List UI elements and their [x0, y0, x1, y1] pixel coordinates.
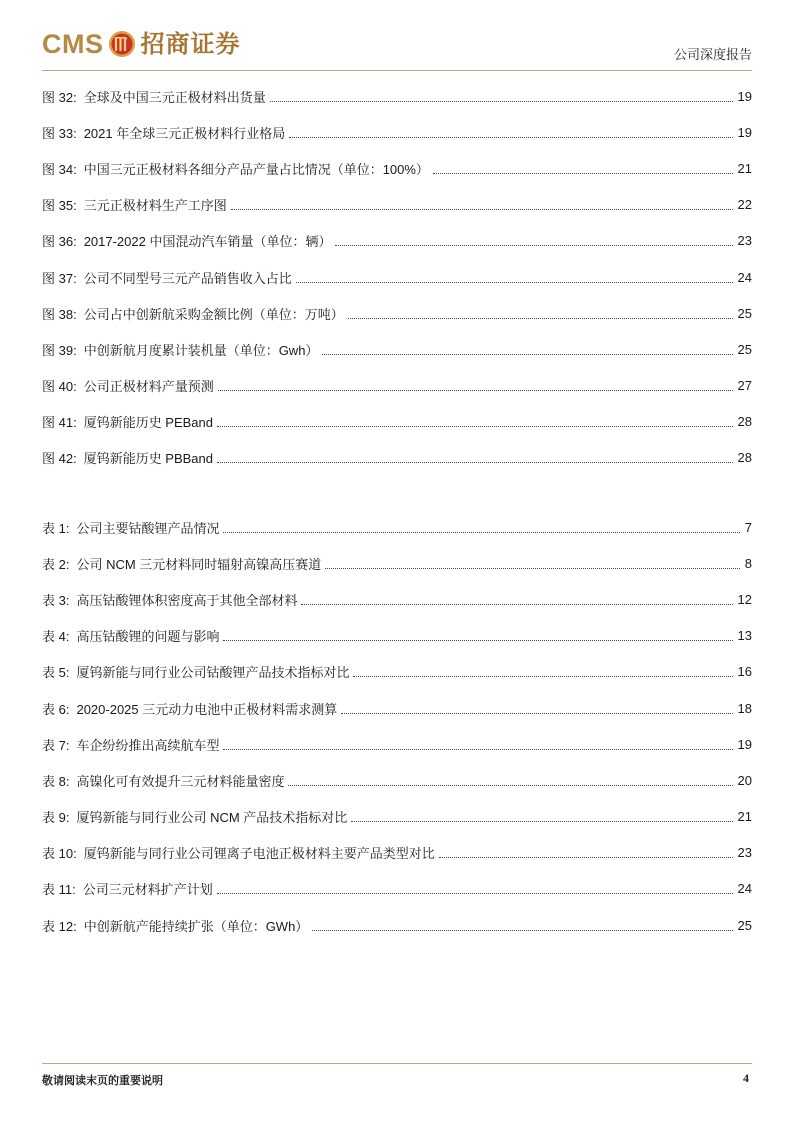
entry-label: 图 33:: [42, 125, 77, 141]
table-toc-entry[interactable]: [42, 762, 752, 798]
entry-label: 图 40:: [42, 379, 77, 395]
header-divider: [42, 70, 752, 71]
dot-leader: [325, 568, 739, 569]
dot-leader: [439, 857, 733, 858]
entry-label: 图 35:: [42, 198, 77, 214]
entry-title: 公司占中创新航采购金额比例（单位：万吨）: [83, 306, 344, 322]
entry-title: 2017-2022 中国混动汽车销量（单位：辆）: [83, 234, 332, 250]
figure-toc-entry[interactable]: [42, 187, 752, 223]
entry-page-number: 19: [737, 736, 752, 752]
dot-leader: [223, 749, 732, 750]
footer-divider: [42, 1063, 752, 1064]
entry-label: 表 9:: [42, 810, 70, 826]
entry-label: 表 2:: [42, 556, 70, 572]
dot-leader: [217, 426, 733, 427]
dot-leader: [218, 390, 733, 391]
logo-text-cn: 招商证券: [140, 29, 241, 58]
entry-title: 厦钨新能与同行业公司 NCM 产品技术指标对比: [76, 810, 348, 826]
entry-title: 全球及中国三元正极材料出货量: [83, 89, 266, 105]
entry-label: 图 42:: [42, 451, 77, 467]
entry-page-number: 13: [737, 628, 752, 644]
dot-leader: [353, 676, 732, 677]
entry-page-number: 25: [737, 305, 752, 321]
table-toc-entry[interactable]: [42, 835, 752, 871]
figure-index-list: [42, 78, 752, 476]
entry-title: 高压钴酸锂的问题与影响: [76, 629, 220, 645]
entry-page-number: 7: [744, 519, 752, 535]
dot-leader: [217, 893, 733, 894]
dot-leader: [301, 604, 732, 605]
report-type-label: 公司深度报告: [673, 47, 752, 62]
entry-title: 厦钨新能与同行业公司钴酸锂产品技术指标对比: [76, 665, 350, 681]
entry-label: 表 1:: [42, 520, 70, 536]
table-toc-entry[interactable]: [42, 907, 752, 943]
table-toc-entry[interactable]: [42, 690, 752, 726]
entry-label: 图 38:: [42, 306, 77, 322]
dot-leader: [223, 532, 739, 533]
dot-leader: [296, 282, 733, 283]
dot-leader: [288, 785, 732, 786]
figure-toc-entry[interactable]: [42, 259, 752, 295]
entry-title: 三元正极材料生产工序图: [83, 198, 227, 214]
entry-label: 图 36:: [42, 234, 77, 250]
dot-leader: [335, 245, 732, 246]
entry-title: 公司正极材料产量预测: [83, 379, 214, 395]
figure-toc-entry[interactable]: [42, 368, 752, 404]
dot-leader: [348, 318, 733, 319]
dot-leader: [351, 821, 732, 822]
dot-leader: [289, 137, 732, 138]
entry-label: 表 12:: [42, 918, 77, 934]
entry-title: 厦钨新能与同行业公司锂离子电池正极材料主要产品类型对比: [83, 846, 435, 862]
entry-label: 表 8:: [42, 773, 70, 789]
figure-toc-entry[interactable]: [42, 331, 752, 367]
entry-page-number: 25: [737, 917, 752, 933]
logo-text-en: CMS: [42, 29, 104, 59]
entry-label: 表 4:: [42, 629, 70, 645]
entry-page-number: 28: [737, 450, 752, 466]
dot-leader: [341, 713, 732, 714]
entry-title: 高镍化可有效提升三元材料能量密度: [76, 773, 285, 789]
entry-title: 中创新航月度累计装机量（单位：Gwh）: [83, 342, 319, 358]
figure-toc-entry[interactable]: [42, 78, 752, 114]
entry-page-number: 21: [737, 160, 752, 176]
entry-title: 公司三元材料扩产计划: [82, 882, 213, 898]
table-toc-entry[interactable]: [42, 654, 752, 690]
figure-toc-entry[interactable]: [42, 223, 752, 259]
entry-title: 厦钨新能历史 PEBand: [83, 415, 214, 431]
figure-toc-entry[interactable]: [42, 150, 752, 186]
dot-leader: [322, 354, 732, 355]
entry-page-number: 8: [744, 555, 752, 571]
entry-label: 表 3:: [42, 592, 70, 608]
entry-page-number: 27: [737, 378, 752, 394]
entry-page-number: 21: [737, 809, 752, 825]
entry-page-number: 23: [737, 233, 752, 249]
entry-page-number: 12: [737, 591, 752, 607]
table-toc-entry[interactable]: [42, 509, 752, 545]
figure-toc-entry[interactable]: [42, 295, 752, 331]
figure-toc-entry[interactable]: [42, 404, 752, 440]
entry-page-number: 23: [737, 845, 752, 861]
entry-title: 厦钨新能历史 PBBand: [83, 451, 214, 467]
entry-title: 公司主要钴酸锂产品情况: [76, 520, 220, 536]
entry-title: 公司不同型号三元产品销售收入占比: [83, 270, 292, 286]
entry-title: 公司 NCM 三元材料同时辐射高镍高压赛道: [76, 556, 322, 572]
logo-emblem-icon: [108, 30, 136, 58]
table-toc-entry[interactable]: [42, 871, 752, 907]
table-toc-entry[interactable]: [42, 726, 752, 762]
table-index-list: [42, 509, 752, 943]
entry-title: 高压钴酸锂体积密度高于其他全部材料: [76, 592, 298, 608]
entry-label: 图 39:: [42, 342, 77, 358]
entry-page-number: 19: [737, 88, 752, 104]
entry-page-number: 19: [737, 124, 752, 140]
figure-toc-entry[interactable]: [42, 114, 752, 150]
table-toc-entry[interactable]: [42, 545, 752, 581]
entry-label: 表 10:: [42, 846, 77, 862]
company-logo: [42, 28, 241, 60]
entry-label: 图 32:: [42, 89, 77, 105]
entry-page-number: 22: [737, 197, 752, 213]
entry-title: 中创新航产能持续扩张（单位：GWh）: [83, 918, 309, 934]
entry-label: 表 7:: [42, 737, 70, 753]
entry-title: 车企纷纷推出高续航车型: [76, 737, 220, 753]
entry-title: 2020-2025 三元动力电池中正极材料需求测算: [76, 701, 338, 717]
entry-title: 中国三元正极材料各细分产品产量占比情况（单位：100%）: [83, 161, 429, 177]
entry-title: 2021 年全球三元正极材料行业格局: [83, 125, 286, 141]
entry-page-number: 18: [737, 700, 752, 716]
table-toc-entry[interactable]: [42, 618, 752, 654]
page-number: 4: [743, 1071, 749, 1085]
entry-page-number: 20: [737, 772, 752, 788]
dot-leader: [223, 640, 732, 641]
table-toc-entry[interactable]: [42, 799, 752, 835]
entry-label: 图 34:: [42, 161, 77, 177]
entry-label: 表 11:: [42, 882, 76, 898]
entry-page-number: 16: [737, 664, 752, 680]
entry-page-number: 25: [737, 341, 752, 357]
entry-label: 图 41:: [42, 415, 77, 431]
entry-label: 表 6:: [42, 701, 70, 717]
dot-leader: [217, 462, 733, 463]
entry-page-number: 24: [737, 881, 752, 897]
dot-leader: [312, 930, 732, 931]
entry-page-number: 28: [737, 414, 752, 430]
dot-leader: [270, 101, 733, 102]
entry-page-number: 24: [737, 269, 752, 285]
entry-label: 表 5:: [42, 665, 70, 681]
entry-label: 图 37:: [42, 270, 77, 286]
figure-toc-entry[interactable]: [42, 440, 752, 476]
table-toc-entry[interactable]: [42, 581, 752, 617]
dot-leader: [433, 173, 733, 174]
dot-leader: [231, 209, 733, 210]
footer-notice: 敬请阅读末页的重要说明: [42, 1074, 163, 1087]
